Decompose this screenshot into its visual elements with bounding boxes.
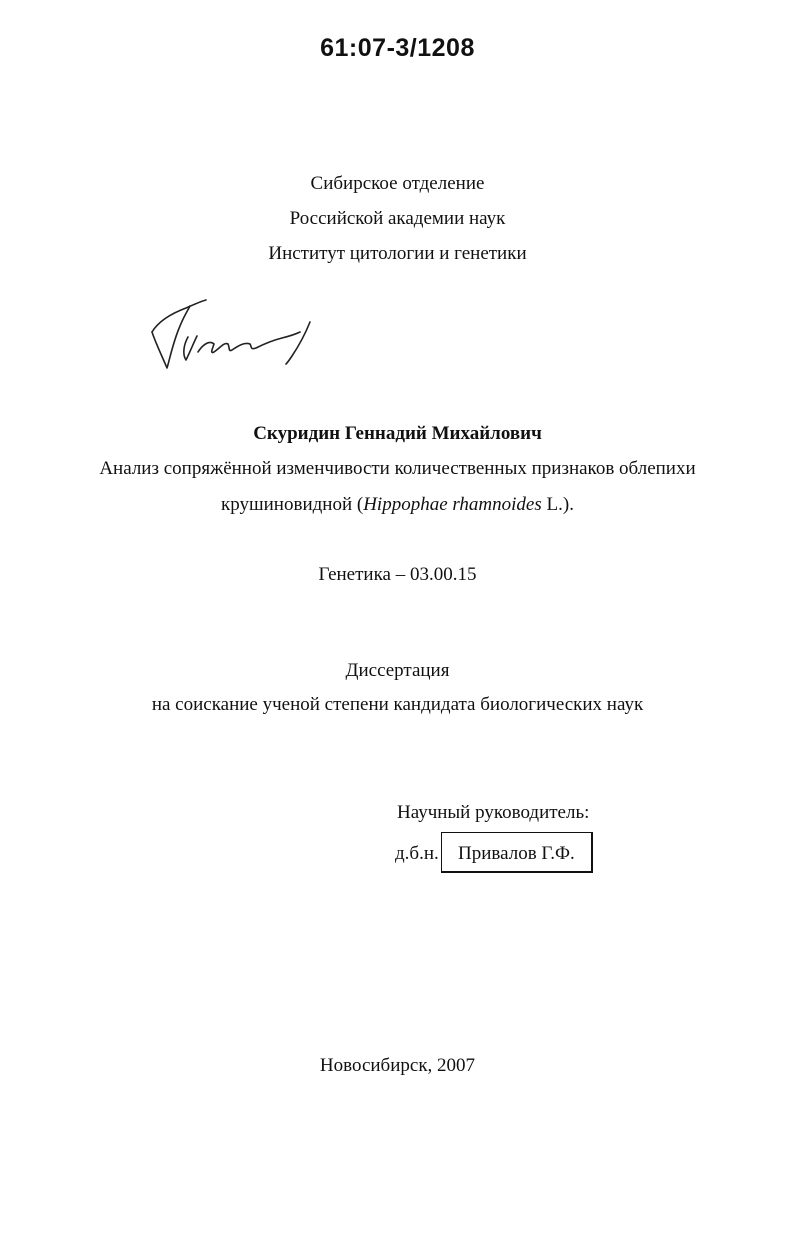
thesis-title-post: L.). [541, 494, 574, 515]
degree-sought: на соискание ученой степени кандидата биологических наук [151, 694, 644, 715]
author-name: Скуридин Геннадий Михайлович [253, 423, 542, 444]
thesis-title-line-2 [0, 494, 795, 516]
library-cipher: 61:07-3/1208 [320, 34, 475, 62]
institution-line-2: Российской академии наук [289, 208, 506, 229]
handwritten-signature [140, 292, 320, 377]
place-year: Новосибирск, 2007 [319, 1055, 476, 1076]
thesis-title-line-1: Анализ сопряжённой изменчивости количественных признаков облепихи [99, 458, 696, 479]
advisor-name-box [441, 832, 593, 873]
work-type: Диссертация [345, 660, 450, 681]
advisor-label: Научный руководитель: [397, 802, 590, 823]
institution-line-3: Институт цитологии и генетики [268, 243, 527, 264]
institution-line-1: Сибирское отделение [310, 173, 485, 194]
specialty: Генетика – 03.00.15 [318, 564, 477, 585]
thesis-title-pre: крушиновидной ( [221, 494, 364, 515]
advisor-degree: д.б.н. [395, 843, 439, 864]
advisor-name: Привалов Г.Ф. [458, 843, 575, 864]
species-name: Hippophae rhamnoides [363, 494, 542, 515]
